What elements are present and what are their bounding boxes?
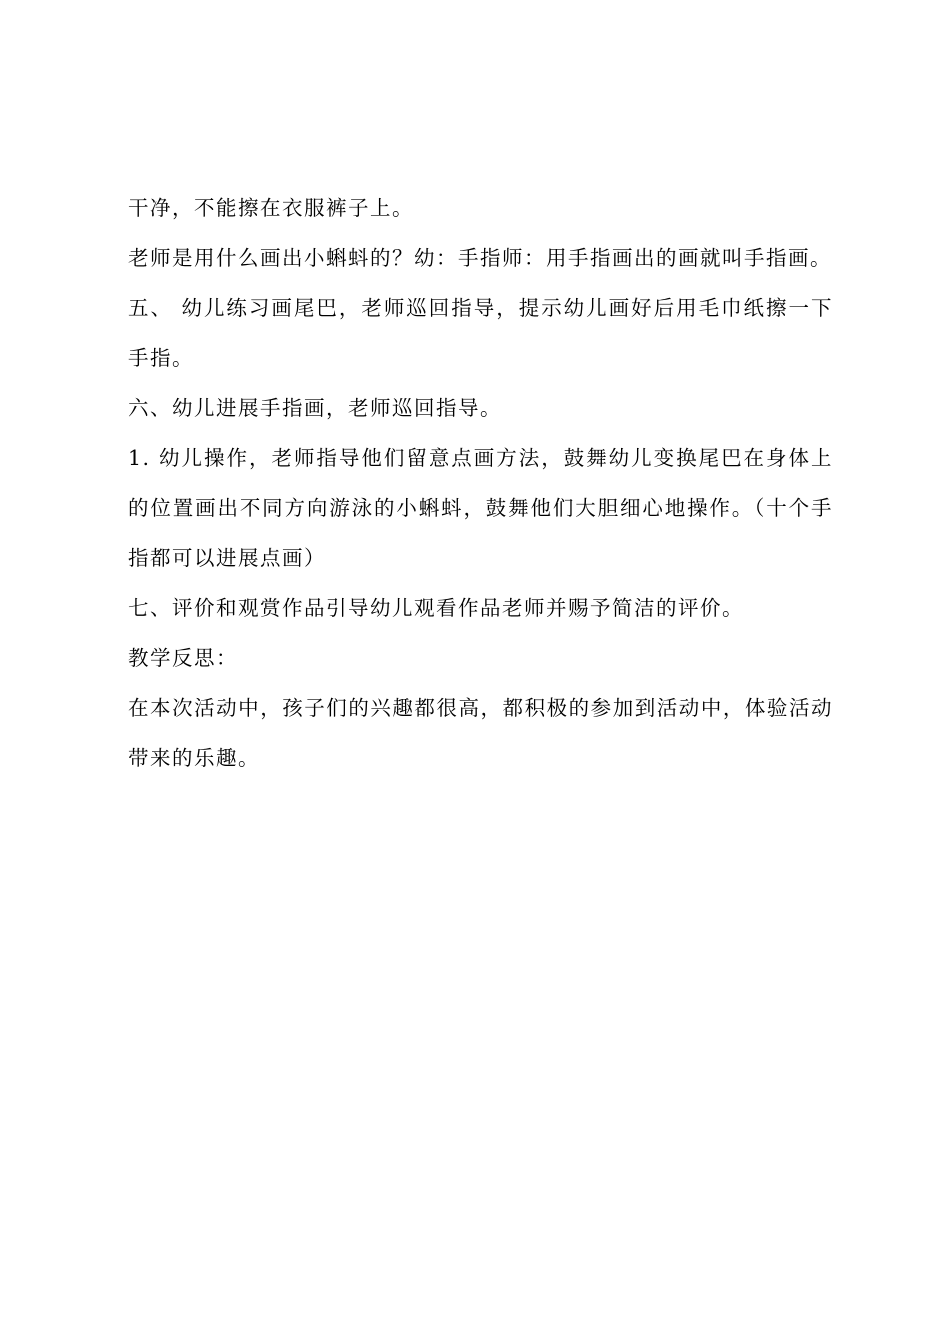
paragraph-finger-painting-question: 老师是用什么画出小蝌蚪的？幼：手指师：用手指画出的画就叫手指画。: [128, 246, 832, 270]
paragraph-cleanup-note: 干净，不能擦在衣服裤子上。: [128, 196, 414, 220]
paragraph-step-five: 五、 幼儿练习画尾巴，老师巡回指导，提示幼儿画好后用毛巾纸擦一下手指。: [128, 296, 833, 370]
paragraph-step-six-item-one: 1. 幼儿操作，老师指导他们留意点画方法，鼓舞幼儿变换尾巴在身体上的位置画出不同方向游泳的小蝌蚪，鼓舞他们大胆细心地操作。（十个手指都可以进展点画）: [128, 446, 833, 570]
paragraph-step-seven: 七、评价和观赏作品引导幼儿观看作品老师并赐予简洁的评价。: [128, 596, 744, 620]
teaching-reflection-heading: 教学反思：: [128, 646, 238, 670]
document-body: [128, 183, 833, 783]
paragraph-reflection: 在本次活动中，孩子们的兴趣都很高，都积极的参加到活动中，体验活动带来的乐趣。: [128, 696, 833, 770]
paragraph-step-six: 六、幼儿进展手指画，老师巡回指导。: [128, 396, 502, 420]
